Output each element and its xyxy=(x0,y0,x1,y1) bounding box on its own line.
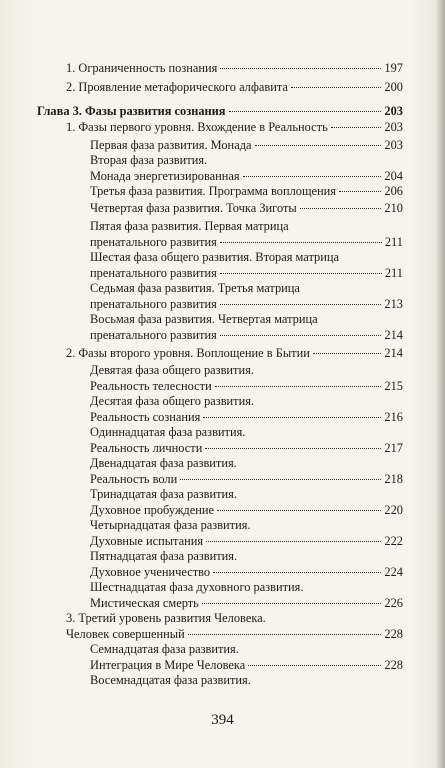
toc-entry xyxy=(90,394,403,425)
toc-page-number: 200 xyxy=(384,80,403,94)
toc-entry xyxy=(90,487,403,518)
toc-page-number: 216 xyxy=(384,409,403,424)
toc-entry-text: Пятая фаза развития. Первая матрица xyxy=(90,219,289,233)
toc-entry-line xyxy=(90,297,403,313)
toc-entry xyxy=(37,104,403,120)
toc-entry xyxy=(90,642,403,673)
toc-entry-line xyxy=(90,596,403,612)
toc-entry-line xyxy=(90,658,403,674)
toc-entry-text: Шестая фаза общего развития. Вторая матрица xyxy=(90,250,339,264)
toc-entry-line xyxy=(90,379,403,395)
toc-entry xyxy=(66,80,403,96)
toc-page-number: 203 xyxy=(384,104,403,118)
toc-entry-text: Вторая фаза развития. xyxy=(90,153,208,167)
toc-entry-text: Одиннадцатая фаза развития. xyxy=(90,425,246,439)
toc-entry xyxy=(90,549,403,580)
toc-entry-text: Двенадцатая фаза развития. xyxy=(90,456,237,470)
toc-entry-line xyxy=(66,80,403,96)
toc-entry-text: Пятнадцатая фаза развития. xyxy=(90,549,238,563)
toc-page-number: 218 xyxy=(384,471,403,486)
toc-entry xyxy=(90,312,403,343)
toc-page-number: 210 xyxy=(384,201,403,215)
toc-entry xyxy=(66,61,403,77)
toc-entry-text: пренатального развития xyxy=(90,327,217,342)
dot-leader xyxy=(248,665,381,666)
toc-page-number: 228 xyxy=(384,657,403,672)
toc-page-number: 226 xyxy=(384,595,403,610)
toc-entry-text: 2. Проявление метафорического алфавита xyxy=(66,80,288,94)
dot-leader xyxy=(220,273,382,274)
toc-page-number: 214 xyxy=(384,327,403,342)
toc-entry-text: Человек совершенный xyxy=(66,626,185,641)
dot-leader xyxy=(291,87,381,88)
toc-page-number: 204 xyxy=(384,168,403,183)
toc-entry-text: Седьмая фаза развития. Третья матрица xyxy=(90,281,300,295)
toc-entry-text: Монада энергетизированная xyxy=(90,168,240,183)
toc-entry-text: Реальность телесности xyxy=(90,378,212,393)
dot-leader xyxy=(205,448,381,449)
toc-entry-text: Реальность воли xyxy=(90,471,178,486)
dot-leader xyxy=(339,191,381,192)
page-number: 394 xyxy=(211,712,234,728)
toc-entry-text: Реальность сознания xyxy=(90,409,201,424)
dot-leader xyxy=(213,572,381,573)
dot-leader xyxy=(202,603,382,604)
toc-entry xyxy=(90,153,403,184)
toc-entry-line xyxy=(90,472,403,488)
page-edge-shadow xyxy=(435,0,445,768)
toc-entry xyxy=(90,201,403,217)
toc-entry-text: Интеграция в Мире Человека xyxy=(90,657,246,672)
toc-page-number: 203 xyxy=(384,138,403,152)
toc-entry-text: Реальность личности xyxy=(90,440,203,455)
toc-entry xyxy=(90,219,403,250)
toc-page-number: 203 xyxy=(384,120,403,134)
toc-entry-text: Первая фаза развития. Монада xyxy=(90,138,252,152)
dot-leader xyxy=(331,127,382,128)
toc-entry-line xyxy=(90,169,403,185)
toc-entry xyxy=(90,250,403,281)
dot-leader xyxy=(255,145,382,146)
toc-entry xyxy=(90,281,403,312)
dot-leader xyxy=(313,353,382,354)
toc-entry-line xyxy=(90,266,403,282)
toc-entry xyxy=(90,425,403,456)
toc-entry-text: Восьмая фаза развития. Четвертая матрица xyxy=(90,312,318,326)
toc-page-number: 228 xyxy=(384,626,403,641)
dot-leader xyxy=(220,242,382,243)
toc-entry xyxy=(66,611,403,642)
toc-entry-text: Семнадцатая фаза развития. xyxy=(90,642,239,656)
toc-entry-line xyxy=(66,346,403,362)
toc-entry-line xyxy=(66,120,403,136)
dot-leader xyxy=(229,111,382,112)
toc-page-number: 215 xyxy=(384,378,403,393)
toc-entry-text: Духовные испытания xyxy=(90,533,204,548)
toc-entry-text: пренатального развития xyxy=(90,296,217,311)
toc-entry-text: пренатального развития xyxy=(90,265,217,280)
dot-leader xyxy=(220,68,381,69)
toc-entry-line xyxy=(90,565,403,581)
toc-entry-text: Мистическая смерть xyxy=(90,595,199,610)
toc-page-number: 206 xyxy=(384,184,403,198)
dot-leader xyxy=(203,417,381,418)
toc-entry-text: Четырнадцатая фаза развития. xyxy=(90,518,251,532)
toc-entry-line xyxy=(90,410,403,426)
toc-entry-text: 2. Фазы второго уровня. Воплощение в Бытии xyxy=(66,346,310,360)
toc-page-number: 213 xyxy=(384,296,403,311)
toc-entry-line xyxy=(66,627,403,643)
toc-page-number: 220 xyxy=(384,502,403,517)
toc-entry-line xyxy=(90,328,403,344)
toc-page-number: 217 xyxy=(384,440,403,455)
toc-entry-text: Глава 3. Фазы развития сознания xyxy=(37,104,226,118)
dot-leader xyxy=(188,634,382,635)
toc-entry-line xyxy=(90,184,403,200)
toc-entry-text: 3. Третий уровень развития Человека. xyxy=(66,611,266,625)
toc-entry-line xyxy=(37,104,403,120)
toc-entry xyxy=(90,184,403,200)
toc-entry-line xyxy=(90,201,403,217)
toc-entry xyxy=(90,138,403,154)
toc-entry-text: Духовное ученичество xyxy=(90,564,211,579)
toc-entry-text: Десятая фаза общего развития. xyxy=(90,394,255,408)
toc-entry-line xyxy=(90,534,403,550)
toc-page-number: 211 xyxy=(384,265,403,280)
dot-leader xyxy=(180,479,381,480)
dot-leader xyxy=(220,304,382,305)
toc-entry-text: 1. Ограниченность познания xyxy=(66,61,218,75)
toc-page-number: 197 xyxy=(384,61,403,75)
dot-leader xyxy=(243,176,382,177)
toc-entry xyxy=(90,518,403,549)
toc-entry xyxy=(66,346,403,362)
toc-entry-line xyxy=(90,138,403,154)
toc-page-number: 211 xyxy=(384,234,403,249)
toc-entry xyxy=(90,456,403,487)
dot-leader xyxy=(220,335,382,336)
toc-entry-text: Девятая фаза общего развития. xyxy=(90,363,254,377)
toc-entry-line xyxy=(66,61,403,77)
toc-entry-line xyxy=(90,441,403,457)
dot-leader xyxy=(300,208,382,209)
toc-entry xyxy=(90,673,403,689)
toc-entry xyxy=(66,120,403,136)
toc-entry-text: Третья фаза развития. Программа воплощения xyxy=(90,184,336,198)
toc-entry-text: Четвертая фаза развития. Точка Зиготы xyxy=(90,201,297,215)
toc-entry-text: Восемнадцатая фаза развития. xyxy=(90,673,251,687)
dot-leader xyxy=(217,510,381,511)
toc-page-number: 222 xyxy=(384,533,403,548)
toc-entry-text: Шестнадцатая фаза духовного развития. xyxy=(90,580,304,594)
toc-entry-line xyxy=(90,235,403,251)
toc-entry-line xyxy=(90,673,403,689)
dot-leader xyxy=(215,386,382,387)
toc-page-number: 224 xyxy=(384,564,403,579)
toc-entry xyxy=(90,580,403,611)
toc-page-number: 214 xyxy=(384,346,403,360)
toc-entry-line xyxy=(90,503,403,519)
toc-entry-text: Духовное пробуждение xyxy=(90,502,215,517)
toc-entry-text: 1. Фазы первого уровня. Вхождение в Реальность xyxy=(66,120,328,134)
toc-entry xyxy=(90,363,403,394)
toc-entry-text: Тринадцатая фаза развития. xyxy=(90,487,237,501)
dot-leader xyxy=(206,541,381,542)
toc-entry-text: пренатального развития xyxy=(90,234,217,249)
